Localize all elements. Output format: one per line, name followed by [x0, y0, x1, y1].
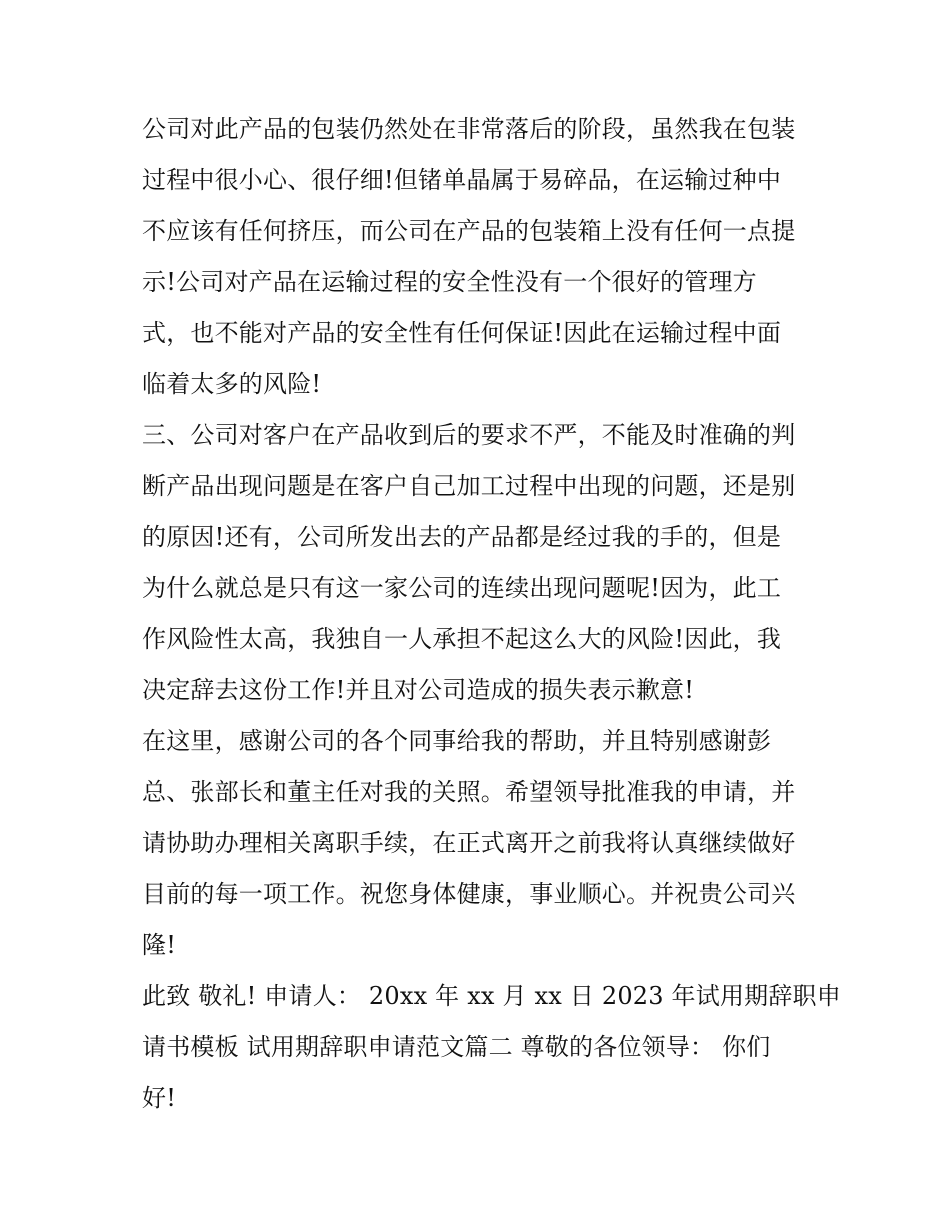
text-line: 请协助办理相关离职手续，在正式离开之前我将认真继续做好: [142, 829, 796, 857]
text-line: 作风险性太高，我独自一人承担不起这么大的风险!因此，我: [142, 625, 782, 653]
text-line: 决定辞去这份工作!并且对公司造成的损失表示歉意!: [142, 676, 695, 704]
text-line: 式，也不能对产品的安全性有任何保证!因此在运输过程中面: [142, 319, 782, 347]
text-line: 三、公司对客户在产品收到后的要求不严，不能及时准确的判: [142, 421, 796, 449]
text-line: 在这里，感谢公司的各个同事给我的帮助，并且特别感谢彭: [142, 727, 772, 755]
text-line: 好!: [142, 1084, 177, 1112]
text-line: 不应该有任何挤压，而公司在产品的包装箱上没有任何一点提: [142, 217, 796, 245]
text-line: 断产品出现问题是在客户自己加工过程中出现的问题，还是别: [142, 472, 796, 500]
text-line: 临着太多的风险!: [142, 370, 322, 398]
text-line: 此致 敬礼! 申请人： 20xx 年 xx 月 xx 日 2023 年试用期辞职申: [142, 982, 841, 1010]
text-line: 目前的每一项工作。祝您身体健康，事业顺心。并祝贵公司兴: [142, 880, 796, 908]
text-line: 的原因!还有，公司所发出去的产品都是经过我的手的，但是: [142, 523, 782, 551]
text-line: 公司对此产品的包装仍然处在非常落后的阶段，虽然我在包装: [142, 115, 796, 143]
text-line: 为什么就总是只有这一家公司的连续出现问题呢!因为，此工: [142, 574, 782, 602]
document-body: [142, 104, 841, 1124]
text-line: 过程中很小心、很仔细!但锗单晶属于易碎品，在运输过种中: [142, 166, 782, 194]
text-line: 请书模板 试用期辞职申请范文篇二 尊敬的各位领导： 你们: [142, 1033, 771, 1061]
text-line: 总、张部长和董主任对我的关照。希望领导批准我的申请，并: [142, 778, 796, 806]
text-line: 示!公司对产品在运输过程的安全性没有一个很好的管理方: [142, 268, 757, 296]
text-line: 隆!: [142, 931, 177, 959]
